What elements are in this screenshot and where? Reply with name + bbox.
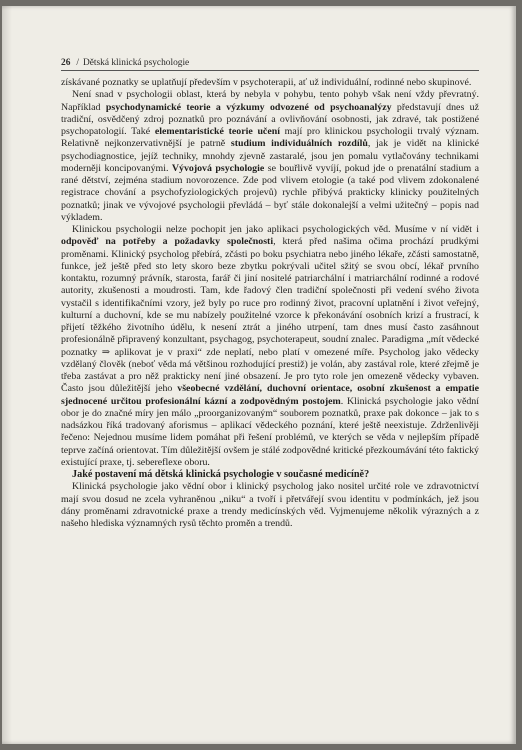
text-run: Není snad v psychologii oblast, která by nebyla v pohybu, tento pohyb však není vždy převratný. Například [61,89,479,113]
bold-term: všeobecné vzdělání, duchovní orientace, osobní zkušenost a empatie sjednocené určitou profesionální kázní a zodpovědným postojem [61,383,479,407]
bold-term: elementaristické teorie učení [154,126,280,137]
page-body [61,77,479,530]
bold-term: psychodynamické teorie a výzkumy odvozené od psychoanalýzy [105,101,392,113]
text-run: představují dnes už tradiční, osvědčený zdroj poznatků pro poznávání a ovlivňování osobnosti, jak zdravé, tak postižené psychopatologií. Také [61,101,479,137]
header-separator: / [76,58,79,68]
paragraph-4 [61,481,479,530]
text-run: získávané poznatky se uplatňují především v psychoterapii, ať už individuální, rodinné nebo skupinové. [61,77,472,88]
page-number: 26 [61,58,71,68]
paragraph-2 [61,89,479,224]
text-run: , která před našima očima prochází prudkými proměnami. Klinický psycholog přebírá, zčásti po boku psychiatra nebo jiného lékaře, zčásti samostatně, funkce, jež ještě před sto lety skoro beze zbytku pokrývali učitel sžitý se svou obcí, lékař prvního kontaktu, rozumný právník, starosta, farář či jiní nositelé patriarchální i matriarchální rodinné a rodové autority, zkušenosti a moudrosti. Tam, kde řadový člen tradiční společnosti při vedení svého života vystačil s identifikačními vzory, jež byly po ruce pro rodinný život, pracovní uplatnění i život veřejný, kulturní a duchovní, kde se mu nabízely použitelné vzorce k překonávání osobních krizí a frustrací, k přijetí těžkého životního údělu, k nesení ztrát a jiného utrpení, tam dnes musí často zasáhnout profesionálně připravený konzultant, psychagog, psychoterapeut, soudní znalec. Paradigma „mít vědecké poznatky ⇒ aplikovat je v praxi“ zde neplatí, nebo platí v omezené míře. Psycholog jako vědecky vzdělaný člověk (neboť věda má většinou rozhodující prestiž) je volán, aby zastával role, které zřejmě je třeba zastávat a pro něž prakticky není jiné obsazení. Je pro tyto role jen omezeně vědecky vybaven. Často jsou důležitější jeho [61,236,479,395]
page-gutter-shadow [2,6,12,744]
paragraph-3 [61,224,479,469]
running-header [61,58,479,71]
section-heading: Jaké postavení má dětská klinická psychologie v současné medicíně? [72,469,370,480]
text-run: , jak je vidět na klinické psychodiagnostice, jejíž techniky, mnohdy zjevně zastaralé, jsou jen pomalu vytlačovány technikami moderněji koncipovanými. [61,138,479,174]
bold-term: studium individuálních rozdílů [230,138,368,150]
text-run: . Klinická psychologie jako vědní obor je do značné míry jen málo „proorganizovaným“ souborem poznatků, praxe pak dokonce – jak to s nadsázkou říká tradovaný aforismus – aplikací vědeckého poznání, které ještě neexistuje. Zdrženlivěji řečeno: Nejednou musíme lidem pomáhat při řešení problémů, ve kterých se věda v nejlepším případě teprve začíná orientovat. Tím důležitější ovšem je stálé zodpovědné kritické přezkoumávání této faktický existující praxe, tj. sebereflexe oboru. [61,395,479,468]
text-run: Klinickou psychologii nelze pochopit jen jako aplikaci psychologických věd. Musíme v ní vidět i [72,224,479,235]
paragraph-1 [61,77,479,89]
bold-term: Vývojová psychologie [171,162,265,174]
text-run: mají pro klinickou psychologii trvalý význam. Relativně nejkonzervativnější je patrně [61,126,479,150]
running-title: Dětská klinická psychologie [82,58,190,68]
book-page [2,6,516,744]
text-run: Klinická psychologie jako vědní obor i klinický psycholog jako nositel určité role ve zdravotnictví mají svou dosud ne zcela vyhraněnou „niku“ a tvoří i přetvářejí svou identitu v podmínkách, jež jsou dány proměnami zdravotnické praxe a trendy medicínských věd. Vyjmenujeme několik výrazných a z našeho hlediska významných rysů těchto proměn a trendů. [61,481,479,529]
bold-term: odpověď na potřeby a požadavky společnosti [61,236,274,248]
text-run: se bouřlivě vyvíjí, pokud jde o prenatální stadium a rané dětství, zejména stadium novorozence. Zde pod vlivem etologie (a také pod vlivem zdokonalené registrace chování a psychofyziologických projevů) rychle přibývá prakticky klinicky použitelných poznatků; jinak ve vývojové psychologii převládá – byť stále dokonalejší a velmi užitečný – popis nad výkladem. [61,162,479,223]
